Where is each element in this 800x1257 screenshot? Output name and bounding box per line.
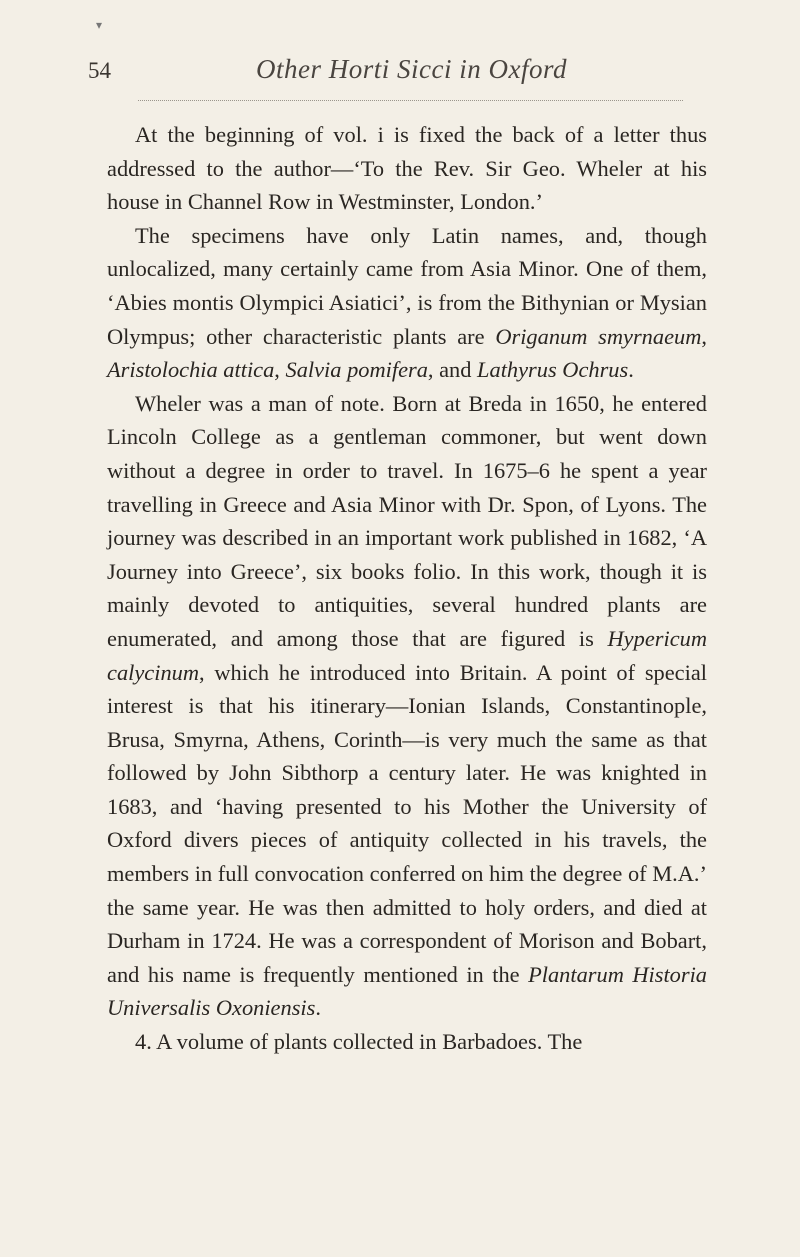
print-speck: ▾ xyxy=(96,18,103,32)
body-text xyxy=(107,118,707,1059)
paragraph xyxy=(107,1025,707,1059)
text-run: Wheler was a man of note. Born at Breda in 1650, he entered Lincoln College as a gentleman commoner, but went down without a degree in order to travel. In 1675–6 he spent a year travelling in Greece and Asia Minor with Dr. Spon, of Lyons. The journey was described in an important work published in 1682, ‘A Journey into Greece’, six books folio. In this work, though it is mainly devoted to antiquities, several hundred plants are enumerated, and among those that are figured is xyxy=(107,390,707,651)
paragraph xyxy=(107,219,707,387)
text-run: . xyxy=(315,995,321,1021)
paragraph xyxy=(107,118,707,219)
page-number: 54 xyxy=(88,58,111,83)
header-rule xyxy=(138,100,683,101)
italic-text: Salvia pomifera xyxy=(285,357,428,383)
italic-text: Origanum smyrnaeum xyxy=(495,323,702,349)
italic-text: Lathyrus Ochrus xyxy=(477,357,629,383)
italic-text: Aristolochia attica xyxy=(107,357,275,383)
text-run: 4. A volume of plants collected in Barbadoes. The xyxy=(135,1029,583,1055)
paragraph xyxy=(107,387,707,1025)
text-run: , which he introduced into Britain. A point of special interest is that his itinerary—Ionian Islands, Constantinople, Brusa, Smyrna, Athens, Corinth—is very much the same as that followed by John Sibthorp a century later. He was knighted in 1683, and ‘having presented to his Mother the University of Oxford divers pieces of antiquity collected in his travels, the members in full convocation conferred on him the degree of M.A.’ the same year. He was then admitted to holy orders, and died at Durham in 1724. He was a correspondent of Morison and Bobart, and his name is frequently mentioned in the xyxy=(107,659,707,987)
running-head xyxy=(88,52,778,92)
text-run: . xyxy=(628,357,634,383)
italic-text: Hypericum calycinum xyxy=(107,625,707,685)
text-run: The specimens have only Latin names, and, though unlocalized, many certainly came from Asia Minor. One of them, ‘Abies montis Olympici Asiatici’, is from the Bithynian or Mysian Olympus; other characteristic plants are xyxy=(107,222,707,349)
running-title: Other Horti Sicci in Oxford xyxy=(256,54,567,84)
italic-text: Plantarum Historia Universalis Oxoniensis xyxy=(107,961,707,1021)
text-run: , and xyxy=(427,357,478,383)
text-run: , xyxy=(701,323,707,349)
text-run: At the beginning of vol. i is fixed the back of a letter thus addressed to the author—‘To the Rev. Sir Geo. Wheler at his house in Channel Row in Westminster, London.’ xyxy=(107,122,707,215)
text-run: , xyxy=(274,357,286,383)
